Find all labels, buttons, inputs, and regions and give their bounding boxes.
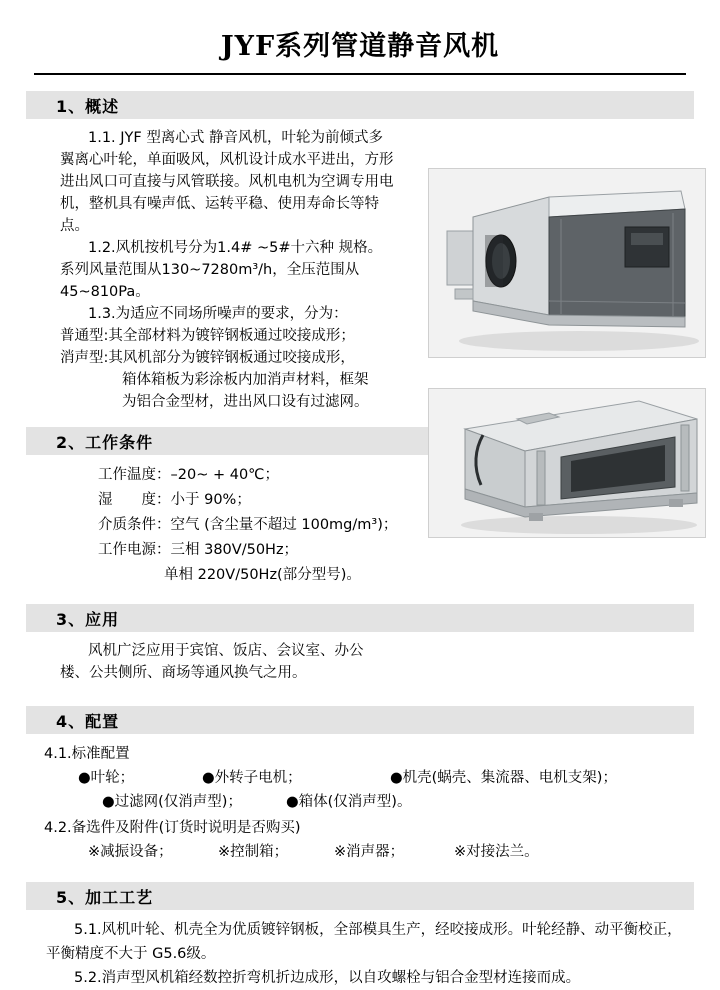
standard-config-row-2 — [44, 790, 694, 814]
standard-config-subtitle: 4.1.标准配置 — [44, 746, 130, 762]
fan-unit-photo-open-casing — [428, 168, 706, 358]
config-item: ※减振设备； — [88, 844, 173, 860]
paragraph: 风机广泛应用于宾馆、饭店、会议室、办公 — [88, 643, 364, 659]
condition-value: 小于 90%； — [170, 492, 251, 508]
paragraph: 1.3.为适应不同场所噪声的要求，分为： — [88, 306, 348, 322]
condition-label: 工作温度： — [98, 467, 171, 483]
optional-config-row — [44, 840, 694, 864]
section-heading-working-conditions: 2、工作条件 — [26, 427, 694, 455]
section-application — [26, 604, 694, 684]
config-item: ※消声器； — [334, 844, 405, 860]
condition-label: 介质条件： — [98, 517, 171, 533]
paragraph: 楼、公共侧所、商场等通风换气之用。 — [60, 665, 307, 681]
condition-value: 单相 220V/50Hz(部分型号)。 — [164, 567, 361, 583]
config-item: ●箱体(仅消声型)。 — [286, 794, 412, 810]
paragraph: 1.2.风机按机号分为1.4# ~5#十六种 规格。系列风量范围从130~7280m³/h，全压范围从45~810Pa。 — [60, 240, 383, 300]
section-heading-configuration: 4、配置 — [26, 706, 694, 734]
config-item: ●外转子电机； — [202, 770, 302, 786]
paragraph: 5.1.风机叶轮、机壳全为优质镀锌钢板，全部模具生产，经咬接成形。叶轮经静、动平衡校正，平衡精度不大于 G5.6级。 — [46, 922, 682, 962]
section-application-body — [26, 640, 694, 684]
configuration-body — [26, 742, 694, 864]
paragraph: 箱体箱板为彩涂板内加消声材料，框架 — [122, 372, 369, 388]
condition-row — [98, 538, 684, 563]
section-heading-overview: 1、概述 — [26, 91, 694, 119]
standard-config-row-1 — [44, 766, 694, 790]
condition-value: –20~ + 40℃； — [170, 467, 279, 483]
section-configuration — [26, 706, 694, 864]
paragraph: 5.2.消声型风机箱经数控折弯机折边成形，以自攻螺栓与铝合金型材连接而成。 — [74, 970, 581, 986]
section-heading-processing: 5、加工工艺 — [26, 882, 694, 910]
config-item: ●叶轮； — [78, 770, 135, 786]
config-item: ※对接法兰。 — [454, 844, 539, 860]
paragraph: 普通型:其全部材料为镀锌钢板通过咬接成形； — [60, 328, 355, 344]
paragraph: 1.1. JYF 型离心式 静音风机，叶轮为前倾式多翼离心叶轮，单面吸风，风机设计成水平进出，方形进出风口可直接与风管联接。风机电机为空调专用电机，整机具有噪声低、运转平稳、使用寿命长等特点。 — [60, 130, 394, 234]
config-item: ※控制箱； — [218, 844, 289, 860]
section-heading-application: 3、应用 — [26, 604, 694, 632]
condition-row — [98, 563, 684, 588]
optional-config-subtitle: 4.2.备选件及附件(订货时说明是否购买) — [44, 820, 301, 836]
title-divider — [34, 73, 686, 75]
fan-unit-photo-duct-type — [428, 388, 706, 538]
condition-label: 工作电源： — [98, 542, 171, 558]
section-processing — [26, 882, 694, 990]
condition-value: 三相 380V/50Hz； — [170, 542, 299, 558]
section-processing-body — [26, 918, 694, 990]
condition-value: 空气 (含尘量不超过 100mg/m³)； — [170, 517, 398, 533]
page-title: JYF系列管道静音风机 — [220, 31, 500, 62]
config-item: ●过滤网(仅消声型)； — [102, 794, 242, 810]
condition-label: 湿 度： — [98, 492, 171, 508]
config-item: ●机壳(蜗壳、集流器、电机支架)； — [390, 770, 617, 786]
paragraph: 为铝合金型材，进出风口设有过滤网。 — [122, 394, 369, 410]
paragraph: 消声型:其风机部分为镀锌钢板通过咬接成形， — [60, 350, 355, 366]
